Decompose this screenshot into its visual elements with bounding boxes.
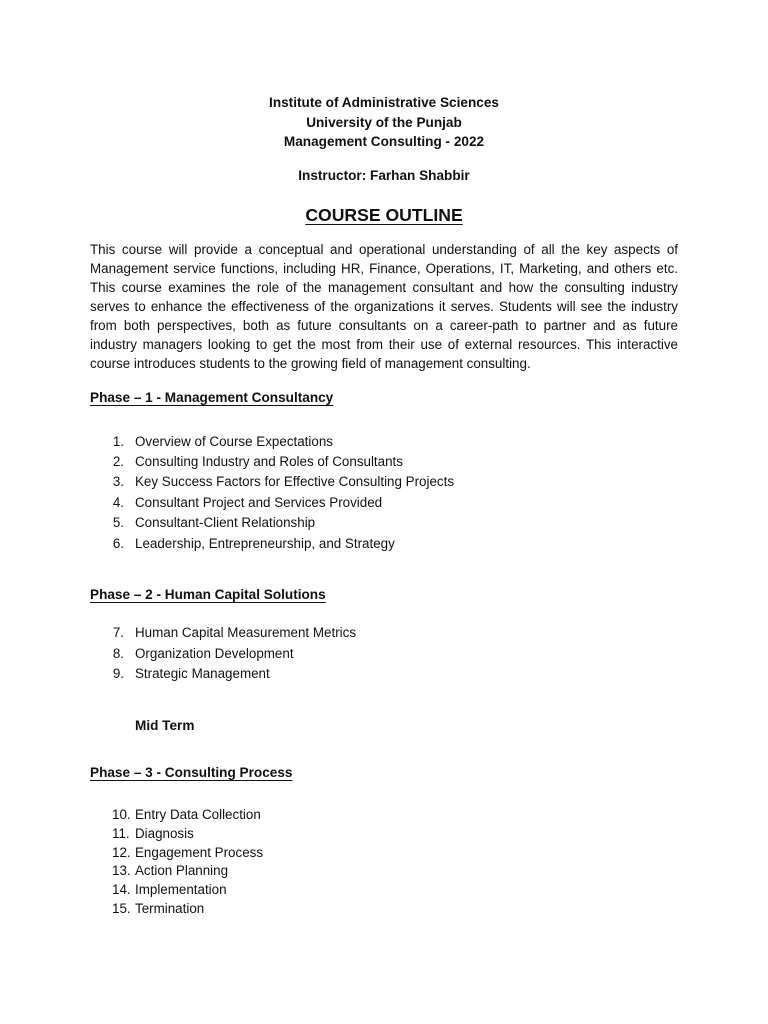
list-label: Diagnosis (135, 826, 194, 841)
list-item (0, 625, 768, 643)
list-number: 1. (112, 434, 124, 449)
list-number: 2. (112, 454, 124, 469)
intro-line: This course examines the role of the management consultant and how the consulting industry (90, 280, 678, 295)
list-label: Organization Development (135, 646, 294, 661)
list-number: 5. (112, 515, 124, 530)
list-item (0, 901, 768, 919)
list-label: Overview of Course Expectations (135, 434, 333, 449)
list-number: 13. (112, 863, 131, 878)
list-number: 7. (112, 625, 124, 640)
list-label: Key Success Factors for Effective Consulting Projects (135, 474, 455, 489)
intro-line: industry managers looking to get the most from their use of external resources. This interactive (90, 337, 678, 352)
list-label: Entry Data Collection (135, 807, 261, 822)
list-number: 11. (112, 826, 130, 841)
list-item (0, 826, 768, 844)
list-label: Engagement Process (135, 845, 264, 860)
list-label: Consulting Industry and Roles of Consultants (135, 454, 403, 469)
list-item (0, 474, 768, 492)
phase-2-heading: Phase – 2 - Human Capital Solutions (90, 587, 326, 602)
list-item (0, 666, 768, 684)
list-number: 9. (112, 666, 124, 681)
list-item (0, 863, 768, 881)
instructor-name: Instructor: Farhan Shabbir (298, 168, 470, 183)
phase-1-heading: Phase – 1 - Management Consultancy (90, 390, 334, 405)
intro-line: course introduces students to the growing field of management consulting. (90, 356, 531, 371)
list-label: Implementation (135, 882, 227, 897)
list-item (0, 646, 768, 664)
list-number: 12. (112, 845, 131, 860)
intro-line: This course will provide a conceptual and operational understanding of all the key aspects of (90, 242, 678, 257)
list-label: Termination (135, 901, 205, 916)
intro-line: from both perspectives, both as future consultants on a career-path to partner and as future (90, 318, 678, 333)
list-item (0, 515, 768, 533)
list-label: Leadership, Entrepreneurship, and Strategy (135, 536, 395, 551)
list-label: Strategic Management (135, 666, 270, 681)
list-number: 8. (112, 646, 124, 661)
list-item (0, 845, 768, 863)
list-item (0, 434, 768, 452)
list-label: Consultant-Client Relationship (135, 515, 316, 530)
list-number: 10. (112, 807, 131, 822)
list-item (0, 536, 768, 554)
list-number: 3. (112, 474, 124, 489)
list-number: 14. (112, 882, 131, 897)
page-title: COURSE OUTLINE (305, 205, 463, 225)
list-item (0, 807, 768, 825)
university-name: University of the Punjab (306, 115, 462, 130)
list-label: Human Capital Measurement Metrics (135, 625, 357, 640)
course-name: Management Consulting - 2022 (283, 134, 485, 149)
list-number: 4. (112, 495, 124, 510)
list-number: 6. (112, 536, 124, 551)
phase-3-heading: Phase – 3 - Consulting Process (90, 765, 293, 780)
list-item (0, 495, 768, 513)
list-number: 15. (112, 901, 131, 916)
institute-name: Institute of Administrative Sciences (269, 95, 499, 110)
intro-line: Management service functions, including HR, Finance, Operations, IT, Marketing, and others etc. (90, 261, 678, 276)
list-label: Action Planning (135, 863, 229, 878)
list-item (0, 882, 768, 900)
list-item (0, 454, 768, 472)
mid-term-label: Mid Term (135, 718, 195, 733)
list-label: Consultant Project and Services Provided (135, 495, 383, 510)
intro-line: serves to enhance the effectiveness of the organizations it serves. Students will see the industry (90, 299, 678, 314)
